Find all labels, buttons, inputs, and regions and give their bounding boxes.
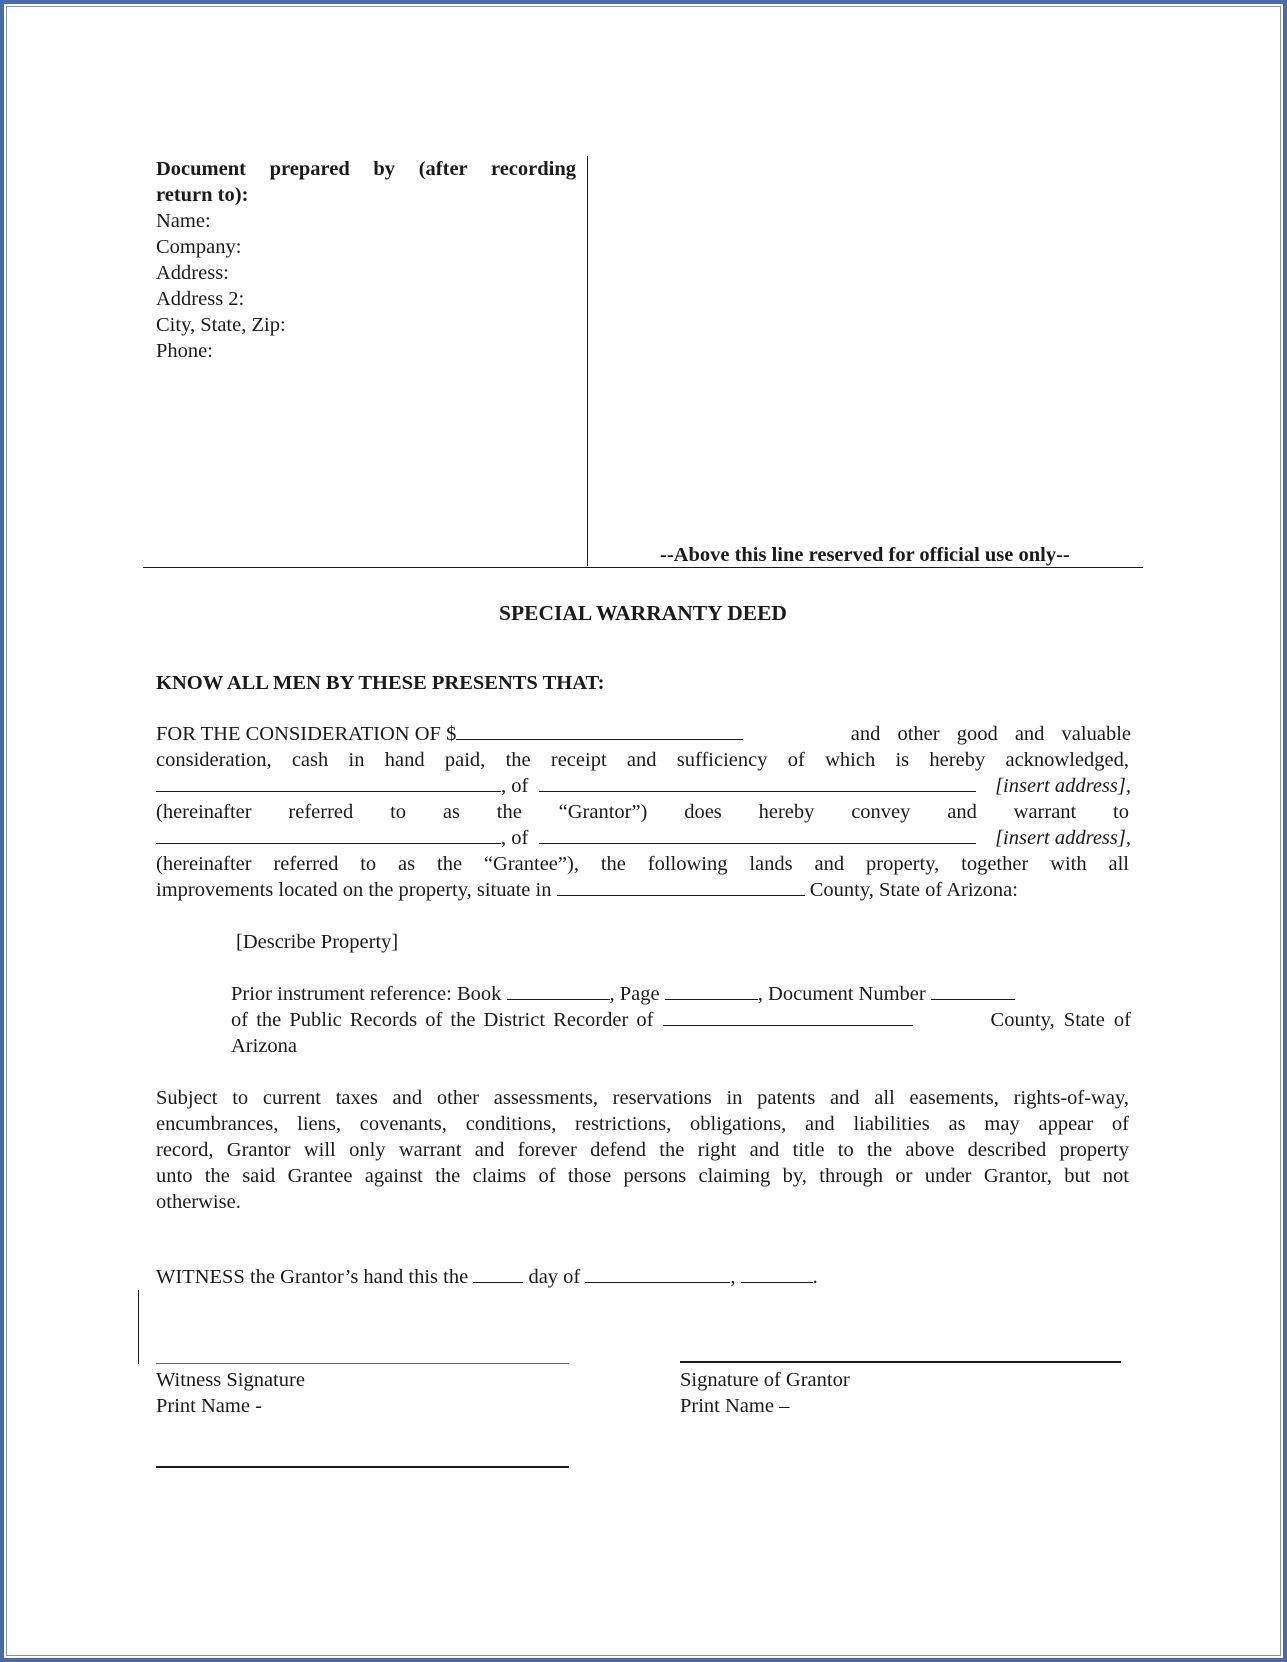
consideration-line-4: (hereinafter referred to as the “Grantor”) does hereby convey and warrant to <box>156 801 1129 823</box>
witness-print-name-line[interactable] <box>156 1466 569 1468</box>
prior-instrument-line-2 <box>231 1007 1131 1033</box>
grantee-insert-address: [insert address], <box>995 827 1131 849</box>
subject-line-5: otherwise. <box>156 1191 241 1213</box>
grantor-name-blank[interactable] <box>156 773 501 792</box>
margin-mark <box>138 1290 139 1364</box>
witness-dayof-label: day of <box>528 1266 581 1288</box>
witness-comma: , <box>730 1266 736 1288</box>
witness-hand-label: WITNESS the Grantor’s hand this the <box>156 1266 469 1288</box>
describe-property: [Describe Property] <box>236 931 399 953</box>
header-divider-vertical <box>587 156 588 566</box>
consideration-amount-blank[interactable] <box>456 721 743 740</box>
witness-year-blank[interactable] <box>741 1264 813 1283</box>
official-use-note: --Above this line reserved for official use only-- <box>660 544 1070 566</box>
grantor-signature-label: Signature of Grantor <box>680 1369 850 1391</box>
grantor-signature-line[interactable] <box>680 1361 1121 1363</box>
consideration-line-2: consideration, cash in hand paid, the receipt and sufficiency of which is hereby acknowledged, <box>156 749 1129 771</box>
subject-line-4: unto the said Grantee against the claims of those persons claiming by, through or under Grantor, but not <box>156 1165 1129 1187</box>
prior-page-label: , Page <box>609 983 660 1005</box>
prior-county-state: County, State of <box>990 1009 1131 1031</box>
grantor-print-name: Print Name – <box>680 1395 790 1417</box>
field-name: Name: <box>156 210 211 232</box>
prepared-by-block <box>156 156 576 364</box>
grantor-insert-address: [insert address], <box>995 775 1131 797</box>
page-title: SPECIAL WARRANTY DEED <box>499 601 787 625</box>
field-address-2: Address 2: <box>156 288 245 310</box>
prior-docnum-label: , Document Number <box>757 983 926 1005</box>
grantor-of: , of <box>501 775 529 797</box>
grantor-address-blank[interactable] <box>539 773 976 792</box>
situate-label: improvements located on the property, situate in <box>156 879 552 901</box>
county-blank[interactable] <box>557 877 805 896</box>
grantor-line <box>156 773 1131 799</box>
official-use-line <box>143 567 1143 568</box>
field-phone: Phone: <box>156 340 213 362</box>
consideration-line-7 <box>156 877 1018 903</box>
county-state: County, State of Arizona: <box>809 879 1018 901</box>
witness-month-blank[interactable] <box>585 1264 730 1283</box>
grantee-line <box>156 825 1131 851</box>
prior-instrument-line-1 <box>231 981 1015 1007</box>
prior-docnum-blank[interactable] <box>931 981 1015 1000</box>
witness-print-name: Print Name - <box>156 1395 262 1417</box>
witness-statement: WITNESS the Grantor’s hand this the day of , . <box>156 1266 818 1288</box>
prior-page-blank[interactable] <box>665 981 758 1000</box>
intro-heading: KNOW ALL MEN BY THESE PRESENTS THAT: <box>156 672 605 694</box>
field-city-state-zip: City, State, Zip: <box>156 314 286 336</box>
subject-line-2: encumbrances, liens, covenants, conditions, restrictions, obligations, and liabilities as may appear of <box>156 1113 1129 1135</box>
consideration-line-1 <box>156 721 1131 747</box>
prepared-by-line2: return to): <box>156 184 249 206</box>
prior-records-label: of the Public Records of the District Recorder of <box>231 1009 654 1031</box>
field-company: Company: <box>156 236 242 258</box>
consideration-other: and other good and valuable <box>850 723 1131 745</box>
consideration-label: FOR THE CONSIDERATION OF $ <box>156 723 457 745</box>
grantee-of: , of <box>501 827 529 849</box>
witness-signature-line[interactable] <box>156 1363 569 1364</box>
prior-instrument-line-3: Arizona <box>231 1035 298 1057</box>
grantee-name-blank[interactable] <box>156 825 501 844</box>
subject-line-3: record, Grantor will only warrant and forever defend the right and title to the above described property <box>156 1139 1129 1161</box>
witness-signature-label: Witness Signature <box>156 1369 305 1391</box>
consideration-line-6: (hereinafter referred to as the “Grantee”), the following lands and property, together with all <box>156 853 1129 875</box>
prior-book-label: Prior instrument reference: Book <box>231 983 502 1005</box>
witness-day-blank[interactable] <box>473 1264 523 1283</box>
grantee-address-blank[interactable] <box>539 825 976 844</box>
prior-county-blank[interactable] <box>663 1007 913 1026</box>
prior-book-blank[interactable] <box>507 981 610 1000</box>
subject-line-1: Subject to current taxes and other assessments, reservations in patents and all easements, rights-of-way, <box>156 1087 1129 1109</box>
field-address: Address: <box>156 262 229 284</box>
prepared-by-line1: Document prepared by (after recording <box>156 158 576 180</box>
